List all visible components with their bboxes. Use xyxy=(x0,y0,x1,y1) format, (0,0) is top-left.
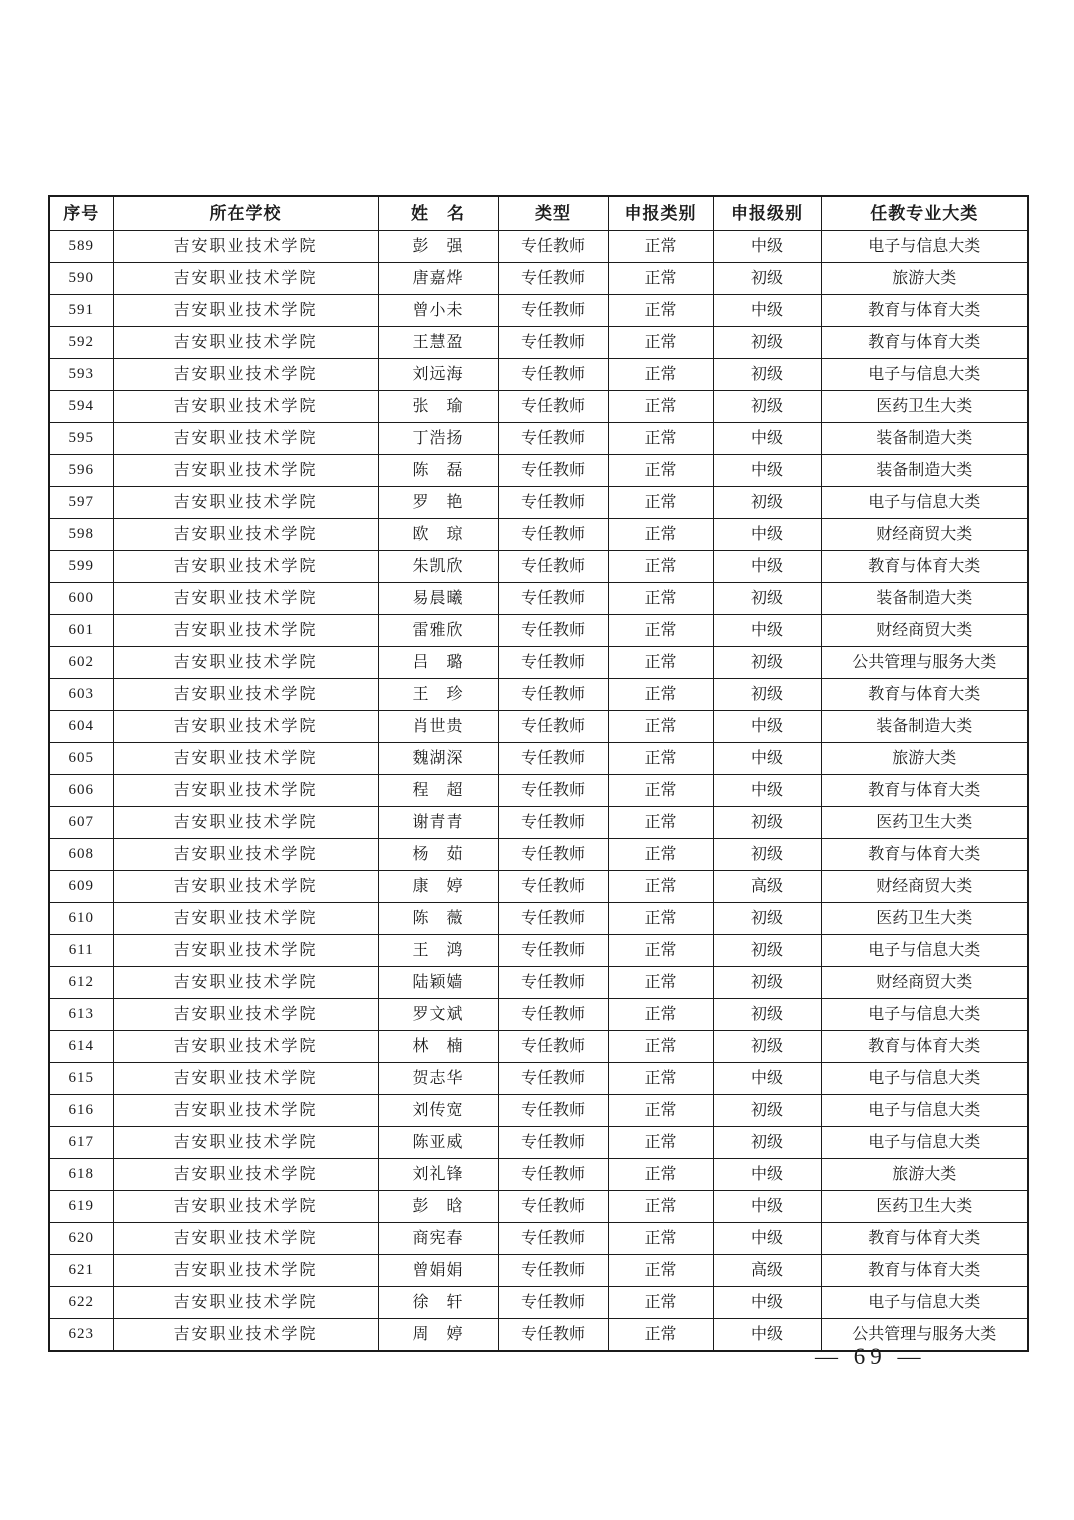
cell-category: 正常 xyxy=(608,679,713,711)
cell-no: 598 xyxy=(49,519,113,551)
cell-name: 陈 薇 xyxy=(378,903,498,935)
cell-no: 604 xyxy=(49,711,113,743)
cell-no: 621 xyxy=(49,1255,113,1287)
table-row xyxy=(49,1287,1028,1319)
cell-major: 教育与体育大类 xyxy=(821,1255,1028,1287)
cell-category: 正常 xyxy=(608,359,713,391)
cell-level: 中级 xyxy=(713,743,821,775)
cell-category: 正常 xyxy=(608,1223,713,1255)
cell-category: 正常 xyxy=(608,903,713,935)
cell-name: 康 婷 xyxy=(378,871,498,903)
cell-type: 专任教师 xyxy=(498,935,608,967)
cell-major: 电子与信息大类 xyxy=(821,1095,1028,1127)
cell-no: 610 xyxy=(49,903,113,935)
cell-major: 医药卫生大类 xyxy=(821,1191,1028,1223)
column-header-3: 类型 xyxy=(498,196,608,231)
cell-school: 吉安职业技术学院 xyxy=(113,1031,378,1063)
cell-major: 旅游大类 xyxy=(821,743,1028,775)
cell-major: 医药卫生大类 xyxy=(821,807,1028,839)
column-header-4: 申报类别 xyxy=(608,196,713,231)
cell-category: 正常 xyxy=(608,231,713,263)
cell-type: 专任教师 xyxy=(498,359,608,391)
cell-category: 正常 xyxy=(608,551,713,583)
cell-type: 专任教师 xyxy=(498,455,608,487)
cell-no: 591 xyxy=(49,295,113,327)
table-row xyxy=(49,711,1028,743)
cell-type: 专任教师 xyxy=(498,679,608,711)
cell-type: 专任教师 xyxy=(498,1063,608,1095)
cell-category: 正常 xyxy=(608,327,713,359)
cell-level: 高级 xyxy=(713,1255,821,1287)
cell-major: 教育与体育大类 xyxy=(821,679,1028,711)
cell-category: 正常 xyxy=(608,775,713,807)
cell-category: 正常 xyxy=(608,1159,713,1191)
cell-no: 605 xyxy=(49,743,113,775)
cell-school: 吉安职业技术学院 xyxy=(113,807,378,839)
cell-level: 初级 xyxy=(713,1127,821,1159)
cell-name: 陈亚威 xyxy=(378,1127,498,1159)
cell-school: 吉安职业技术学院 xyxy=(113,519,378,551)
cell-school: 吉安职业技术学院 xyxy=(113,1255,378,1287)
cell-type: 专任教师 xyxy=(498,1191,608,1223)
cell-type: 专任教师 xyxy=(498,391,608,423)
cell-school: 吉安职业技术学院 xyxy=(113,1319,378,1352)
cell-name: 罗文斌 xyxy=(378,999,498,1031)
table-row xyxy=(49,1255,1028,1287)
table-row xyxy=(49,359,1028,391)
cell-level: 中级 xyxy=(713,231,821,263)
table-header-row xyxy=(49,196,1028,231)
cell-no: 593 xyxy=(49,359,113,391)
table-row xyxy=(49,1223,1028,1255)
table-row xyxy=(49,743,1028,775)
cell-category: 正常 xyxy=(608,519,713,551)
table-row xyxy=(49,519,1028,551)
cell-category: 正常 xyxy=(608,1095,713,1127)
cell-no: 602 xyxy=(49,647,113,679)
cell-major: 教育与体育大类 xyxy=(821,295,1028,327)
table-row xyxy=(49,423,1028,455)
column-header-1: 所在学校 xyxy=(113,196,378,231)
page-number: — 69 — xyxy=(815,1344,926,1369)
cell-category: 正常 xyxy=(608,487,713,519)
cell-category: 正常 xyxy=(608,871,713,903)
cell-no: 594 xyxy=(49,391,113,423)
cell-level: 初级 xyxy=(713,647,821,679)
cell-type: 专任教师 xyxy=(498,615,608,647)
cell-school: 吉安职业技术学院 xyxy=(113,903,378,935)
cell-name: 林 楠 xyxy=(378,1031,498,1063)
cell-level: 中级 xyxy=(713,455,821,487)
cell-major: 电子与信息大类 xyxy=(821,359,1028,391)
cell-level: 中级 xyxy=(713,1319,821,1352)
cell-type: 专任教师 xyxy=(498,647,608,679)
column-header-6: 任教专业大类 xyxy=(821,196,1028,231)
cell-school: 吉安职业技术学院 xyxy=(113,1127,378,1159)
cell-major: 教育与体育大类 xyxy=(821,327,1028,359)
cell-no: 589 xyxy=(49,231,113,263)
cell-category: 正常 xyxy=(608,807,713,839)
cell-name: 罗 艳 xyxy=(378,487,498,519)
cell-level: 初级 xyxy=(713,807,821,839)
cell-type: 专任教师 xyxy=(498,295,608,327)
cell-name: 周 婷 xyxy=(378,1319,498,1352)
cell-major: 电子与信息大类 xyxy=(821,935,1028,967)
cell-level: 初级 xyxy=(713,1031,821,1063)
cell-no: 601 xyxy=(49,615,113,647)
cell-no: 592 xyxy=(49,327,113,359)
cell-major: 财经商贸大类 xyxy=(821,519,1028,551)
cell-type: 专任教师 xyxy=(498,231,608,263)
cell-type: 专任教师 xyxy=(498,1255,608,1287)
cell-school: 吉安职业技术学院 xyxy=(113,839,378,871)
cell-school: 吉安职业技术学院 xyxy=(113,551,378,583)
table-row xyxy=(49,647,1028,679)
cell-school: 吉安职业技术学院 xyxy=(113,295,378,327)
table-row xyxy=(49,999,1028,1031)
cell-no: 617 xyxy=(49,1127,113,1159)
cell-major: 教育与体育大类 xyxy=(821,839,1028,871)
cell-level: 中级 xyxy=(713,1223,821,1255)
cell-no: 600 xyxy=(49,583,113,615)
cell-category: 正常 xyxy=(608,455,713,487)
cell-name: 彭 强 xyxy=(378,231,498,263)
cell-level: 初级 xyxy=(713,263,821,295)
cell-no: 618 xyxy=(49,1159,113,1191)
cell-major: 电子与信息大类 xyxy=(821,1127,1028,1159)
column-header-5: 申报级别 xyxy=(713,196,821,231)
column-header-2: 姓 名 xyxy=(378,196,498,231)
cell-category: 正常 xyxy=(608,423,713,455)
cell-major: 公共管理与服务大类 xyxy=(821,647,1028,679)
cell-level: 中级 xyxy=(713,423,821,455)
cell-name: 唐嘉烨 xyxy=(378,263,498,295)
cell-major: 装备制造大类 xyxy=(821,583,1028,615)
cell-category: 正常 xyxy=(608,1063,713,1095)
cell-major: 教育与体育大类 xyxy=(821,1223,1028,1255)
cell-no: 607 xyxy=(49,807,113,839)
cell-name: 张 瑜 xyxy=(378,391,498,423)
cell-name: 杨 茹 xyxy=(378,839,498,871)
cell-no: 606 xyxy=(49,775,113,807)
table-row xyxy=(49,775,1028,807)
table-row xyxy=(49,1127,1028,1159)
cell-school: 吉安职业技术学院 xyxy=(113,327,378,359)
table-row xyxy=(49,1031,1028,1063)
cell-major: 电子与信息大类 xyxy=(821,1287,1028,1319)
table-row xyxy=(49,871,1028,903)
table-row xyxy=(49,583,1028,615)
cell-school: 吉安职业技术学院 xyxy=(113,1063,378,1095)
cell-category: 正常 xyxy=(608,1255,713,1287)
cell-school: 吉安职业技术学院 xyxy=(113,871,378,903)
cell-major: 财经商贸大类 xyxy=(821,615,1028,647)
cell-type: 专任教师 xyxy=(498,583,608,615)
cell-category: 正常 xyxy=(608,295,713,327)
cell-no: 612 xyxy=(49,967,113,999)
cell-major: 电子与信息大类 xyxy=(821,487,1028,519)
cell-school: 吉安职业技术学院 xyxy=(113,967,378,999)
cell-type: 专任教师 xyxy=(498,871,608,903)
cell-type: 专任教师 xyxy=(498,1095,608,1127)
cell-no: 614 xyxy=(49,1031,113,1063)
cell-school: 吉安职业技术学院 xyxy=(113,583,378,615)
cell-major: 医药卫生大类 xyxy=(821,391,1028,423)
cell-major: 公共管理与服务大类 xyxy=(821,1319,1028,1352)
cell-school: 吉安职业技术学院 xyxy=(113,1223,378,1255)
cell-level: 初级 xyxy=(713,487,821,519)
cell-major: 装备制造大类 xyxy=(821,711,1028,743)
cell-type: 专任教师 xyxy=(498,775,608,807)
cell-name: 刘礼锋 xyxy=(378,1159,498,1191)
cell-level: 高级 xyxy=(713,871,821,903)
cell-level: 初级 xyxy=(713,327,821,359)
cell-school: 吉安职业技术学院 xyxy=(113,1095,378,1127)
cell-major: 电子与信息大类 xyxy=(821,999,1028,1031)
cell-no: 620 xyxy=(49,1223,113,1255)
cell-school: 吉安职业技术学院 xyxy=(113,679,378,711)
cell-school: 吉安职业技术学院 xyxy=(113,423,378,455)
cell-category: 正常 xyxy=(608,935,713,967)
cell-type: 专任教师 xyxy=(498,1319,608,1352)
cell-level: 初级 xyxy=(713,679,821,711)
cell-major: 旅游大类 xyxy=(821,263,1028,295)
cell-category: 正常 xyxy=(608,967,713,999)
table-row xyxy=(49,231,1028,263)
cell-name: 王 珍 xyxy=(378,679,498,711)
table-row xyxy=(49,807,1028,839)
cell-no: 597 xyxy=(49,487,113,519)
cell-level: 初级 xyxy=(713,967,821,999)
cell-no: 609 xyxy=(49,871,113,903)
cell-type: 专任教师 xyxy=(498,1159,608,1191)
cell-no: 615 xyxy=(49,1063,113,1095)
cell-school: 吉安职业技术学院 xyxy=(113,231,378,263)
cell-type: 专任教师 xyxy=(498,839,608,871)
cell-type: 专任教师 xyxy=(498,743,608,775)
table-row xyxy=(49,1095,1028,1127)
cell-no: 613 xyxy=(49,999,113,1031)
cell-major: 教育与体育大类 xyxy=(821,551,1028,583)
table-row xyxy=(49,615,1028,647)
cell-category: 正常 xyxy=(608,1191,713,1223)
cell-level: 初级 xyxy=(713,583,821,615)
cell-school: 吉安职业技术学院 xyxy=(113,1159,378,1191)
cell-school: 吉安职业技术学院 xyxy=(113,487,378,519)
cell-no: 616 xyxy=(49,1095,113,1127)
cell-name: 陆颖嫱 xyxy=(378,967,498,999)
cell-no: 596 xyxy=(49,455,113,487)
cell-name: 陈 磊 xyxy=(378,455,498,487)
cell-major: 装备制造大类 xyxy=(821,423,1028,455)
cell-name: 商宪春 xyxy=(378,1223,498,1255)
cell-type: 专任教师 xyxy=(498,423,608,455)
cell-category: 正常 xyxy=(608,1287,713,1319)
cell-category: 正常 xyxy=(608,1319,713,1352)
cell-school: 吉安职业技术学院 xyxy=(113,935,378,967)
cell-type: 专任教师 xyxy=(498,807,608,839)
cell-type: 专任教师 xyxy=(498,999,608,1031)
cell-category: 正常 xyxy=(608,615,713,647)
cell-type: 专任教师 xyxy=(498,1031,608,1063)
cell-name: 徐 轩 xyxy=(378,1287,498,1319)
cell-level: 初级 xyxy=(713,359,821,391)
table-row xyxy=(49,839,1028,871)
teacher-roster-table xyxy=(48,195,1029,1352)
cell-major: 教育与体育大类 xyxy=(821,1031,1028,1063)
cell-school: 吉安职业技术学院 xyxy=(113,1287,378,1319)
cell-no: 623 xyxy=(49,1319,113,1352)
cell-level: 中级 xyxy=(713,519,821,551)
cell-type: 专任教师 xyxy=(498,1127,608,1159)
cell-major: 电子与信息大类 xyxy=(821,1063,1028,1095)
cell-type: 专任教师 xyxy=(498,903,608,935)
cell-type: 专任教师 xyxy=(498,487,608,519)
cell-school: 吉安职业技术学院 xyxy=(113,391,378,423)
cell-category: 正常 xyxy=(608,391,713,423)
cell-type: 专任教师 xyxy=(498,519,608,551)
cell-major: 医药卫生大类 xyxy=(821,903,1028,935)
cell-category: 正常 xyxy=(608,711,713,743)
cell-major: 财经商贸大类 xyxy=(821,871,1028,903)
cell-category: 正常 xyxy=(608,999,713,1031)
cell-level: 中级 xyxy=(713,1287,821,1319)
cell-level: 中级 xyxy=(713,1191,821,1223)
cell-name: 彭 晗 xyxy=(378,1191,498,1223)
table-row xyxy=(49,551,1028,583)
cell-school: 吉安职业技术学院 xyxy=(113,647,378,679)
cell-no: 595 xyxy=(49,423,113,455)
cell-type: 专任教师 xyxy=(498,1223,608,1255)
cell-level: 初级 xyxy=(713,999,821,1031)
cell-level: 中级 xyxy=(713,1159,821,1191)
cell-name: 朱凯欣 xyxy=(378,551,498,583)
cell-school: 吉安职业技术学院 xyxy=(113,455,378,487)
cell-level: 初级 xyxy=(713,839,821,871)
cell-type: 专任教师 xyxy=(498,711,608,743)
cell-no: 619 xyxy=(49,1191,113,1223)
cell-name: 曾小未 xyxy=(378,295,498,327)
cell-level: 中级 xyxy=(713,615,821,647)
cell-type: 专任教师 xyxy=(498,263,608,295)
cell-type: 专任教师 xyxy=(498,327,608,359)
table-row xyxy=(49,679,1028,711)
cell-category: 正常 xyxy=(608,743,713,775)
cell-level: 中级 xyxy=(713,295,821,327)
cell-category: 正常 xyxy=(608,839,713,871)
table-row xyxy=(49,487,1028,519)
cell-major: 财经商贸大类 xyxy=(821,967,1028,999)
cell-no: 603 xyxy=(49,679,113,711)
cell-level: 初级 xyxy=(713,1095,821,1127)
cell-level: 中级 xyxy=(713,551,821,583)
cell-school: 吉安职业技术学院 xyxy=(113,615,378,647)
cell-school: 吉安职业技术学院 xyxy=(113,999,378,1031)
cell-category: 正常 xyxy=(608,647,713,679)
cell-name: 肖世贵 xyxy=(378,711,498,743)
cell-major: 电子与信息大类 xyxy=(821,231,1028,263)
cell-no: 590 xyxy=(49,263,113,295)
table-row xyxy=(49,327,1028,359)
cell-name: 贺志华 xyxy=(378,1063,498,1095)
cell-major: 旅游大类 xyxy=(821,1159,1028,1191)
cell-level: 中级 xyxy=(713,1063,821,1095)
cell-level: 中级 xyxy=(713,711,821,743)
cell-level: 中级 xyxy=(713,775,821,807)
table-row xyxy=(49,455,1028,487)
cell-level: 初级 xyxy=(713,903,821,935)
cell-no: 622 xyxy=(49,1287,113,1319)
table-row xyxy=(49,391,1028,423)
cell-school: 吉安职业技术学院 xyxy=(113,743,378,775)
table-row xyxy=(49,295,1028,327)
cell-name: 刘传宽 xyxy=(378,1095,498,1127)
cell-level: 初级 xyxy=(713,391,821,423)
table-row xyxy=(49,263,1028,295)
table-row xyxy=(49,967,1028,999)
cell-category: 正常 xyxy=(608,263,713,295)
cell-name: 程 超 xyxy=(378,775,498,807)
cell-type: 专任教师 xyxy=(498,551,608,583)
table-row xyxy=(49,1191,1028,1223)
table-row xyxy=(49,903,1028,935)
cell-name: 王 鸿 xyxy=(378,935,498,967)
cell-name: 魏湖深 xyxy=(378,743,498,775)
cell-name: 刘远海 xyxy=(378,359,498,391)
cell-major: 教育与体育大类 xyxy=(821,775,1028,807)
cell-name: 丁浩扬 xyxy=(378,423,498,455)
cell-school: 吉安职业技术学院 xyxy=(113,359,378,391)
cell-school: 吉安职业技术学院 xyxy=(113,711,378,743)
cell-name: 雷雅欣 xyxy=(378,615,498,647)
cell-category: 正常 xyxy=(608,1031,713,1063)
cell-school: 吉安职业技术学院 xyxy=(113,775,378,807)
cell-name: 王慧盈 xyxy=(378,327,498,359)
cell-level: 初级 xyxy=(713,935,821,967)
cell-category: 正常 xyxy=(608,1127,713,1159)
column-header-0: 序号 xyxy=(49,196,113,231)
cell-type: 专任教师 xyxy=(498,967,608,999)
cell-name: 吕 璐 xyxy=(378,647,498,679)
cell-major: 装备制造大类 xyxy=(821,455,1028,487)
cell-type: 专任教师 xyxy=(498,1287,608,1319)
cell-name: 曾娟娟 xyxy=(378,1255,498,1287)
cell-no: 611 xyxy=(49,935,113,967)
cell-school: 吉安职业技术学院 xyxy=(113,263,378,295)
cell-no: 608 xyxy=(49,839,113,871)
cell-name: 易晨曦 xyxy=(378,583,498,615)
cell-school: 吉安职业技术学院 xyxy=(113,1191,378,1223)
table-row xyxy=(49,1063,1028,1095)
cell-category: 正常 xyxy=(608,583,713,615)
cell-name: 欧 琼 xyxy=(378,519,498,551)
cell-name: 谢青青 xyxy=(378,807,498,839)
table-row xyxy=(49,935,1028,967)
cell-no: 599 xyxy=(49,551,113,583)
table-row xyxy=(49,1159,1028,1191)
